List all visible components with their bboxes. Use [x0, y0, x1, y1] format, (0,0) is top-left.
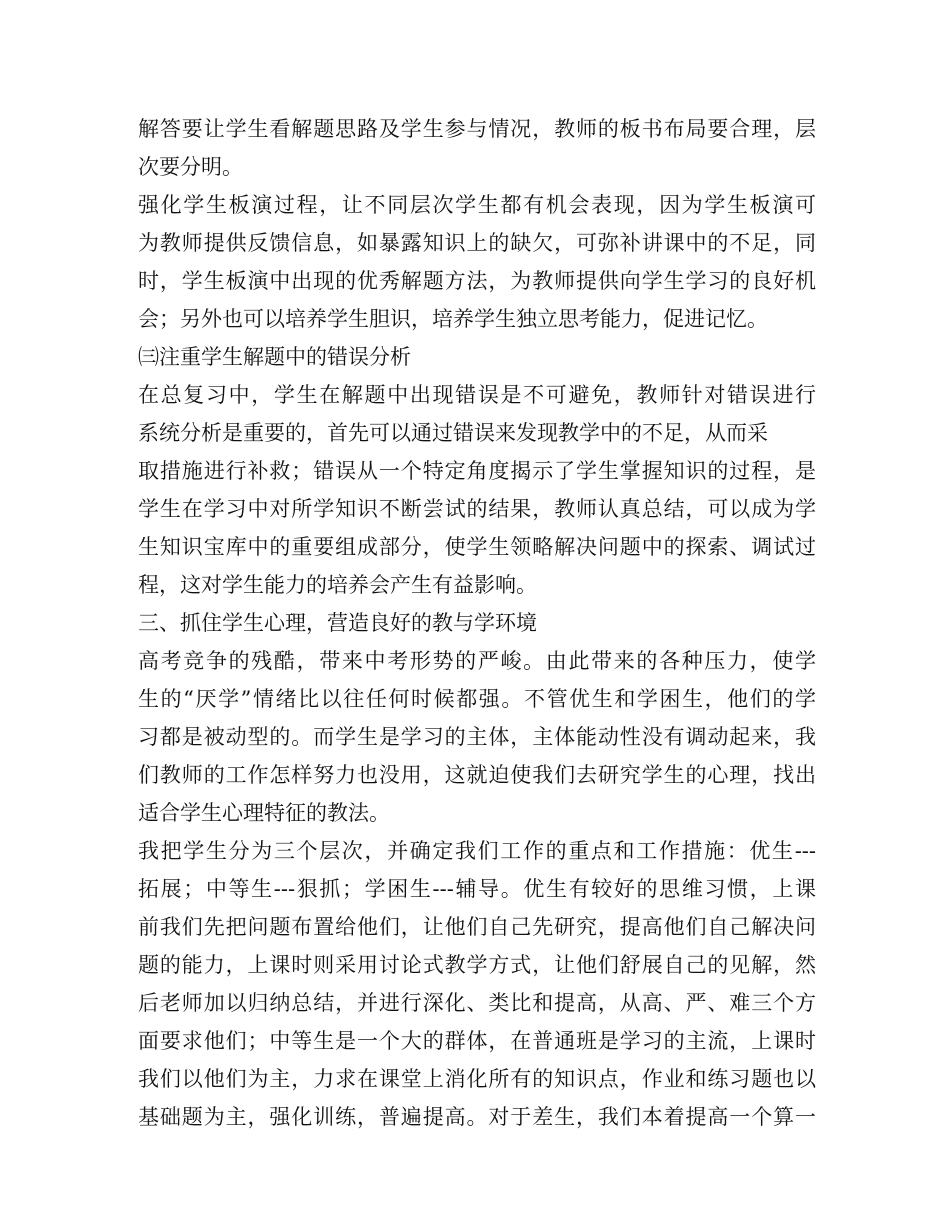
text-line: 题的能力，上课时则采用讨论式教学方式，让他们舒展自己的见解，然 [138, 953, 816, 977]
text-line: 我们以他们为主，力求在课堂上消化所有的知识点，作业和练习题也以 [138, 1067, 816, 1091]
text-line: 取措施进行补救；错误从一个特定角度揭示了学生掌握知识的过程，是 [138, 459, 816, 483]
text-line: 习都是被动型的。而学生是学习的主体，主体能动性没有调动起来，我 [138, 725, 816, 749]
text-line: 系统分析是重要的，首先可以通过错误来发现教学中的不足，从而采 [138, 421, 768, 445]
text-line: 高考竞争的残酷，带来中考形势的严峻。由此带来的各种压力，使学 [138, 649, 816, 673]
text-line: 时，学生板演中出现的优秀解题方法，为教师提供向学生学习的良好机 [138, 269, 816, 293]
section-heading: 三、抓住学生心理，营造良好的教与学环境 [138, 611, 537, 635]
text-line: 前我们先把问题布置给他们，让他们自己先研究，提高他们自己解决问 [138, 915, 816, 939]
text-line: 解答要让学生看解题思路及学生参与情况，教师的板书布局要合理，层 [138, 117, 816, 141]
text-line: 面要求他们；中等生是一个大的群体，在普通班是学习的主流，上课时 [138, 1029, 816, 1053]
text-line: 为教师提供反馈信息，如暴露知识上的缺欠，可弥补讲课中的不足，同 [138, 231, 816, 255]
text-line: 会；另外也可以培养学生胆识，培养学生独立思考能力，促进记忆。 [138, 307, 768, 331]
text-line: 强化学生板演过程，让不同层次学生都有机会表现，因为学生板演可 [138, 193, 816, 217]
document-page [138, 110, 816, 1136]
text-line: 们教师的工作怎样努力也没用，这就迫使我们去研究学生的心理，找出 [138, 763, 816, 787]
text-line: 生的“厌学”情绪比以往任何时候都强。不管优生和学困生，他们的学 [138, 687, 816, 711]
text-line: 基础题为主，强化训练，普遍提高。对于差生，我们本着提高一个算一 [138, 1105, 816, 1129]
text-line: 在总复习中，学生在解题中出现错误是不可避免，教师针对错误进行 [138, 383, 816, 407]
text-line: 学生在学习中对所学知识不断尝试的结果，教师认真总结，可以成为学 [138, 497, 816, 521]
text-line: 次要分明。 [138, 155, 243, 179]
section-heading: ㈢注重学生解题中的错误分析 [138, 345, 411, 369]
text-line: 后老师加以归纳总结，并进行深化、类比和提高，从高、严、难三个方 [138, 991, 816, 1015]
text-line: 适合学生心理特征的教法。 [138, 801, 390, 825]
text-line: 程，这对学生能力的培养会产生有益影响。 [138, 573, 537, 597]
text-line: 生知识宝库中的重要组成部分，使学生领略解决问题中的探索、调试过 [138, 535, 816, 559]
text-line: 拓展；中等生---狠抓；学困生---辅导。优生有较好的思维习惯，上课 [138, 877, 816, 901]
text-line: 我把学生分为三个层次，并确定我们工作的重点和工作措施：优生--- [138, 839, 816, 863]
